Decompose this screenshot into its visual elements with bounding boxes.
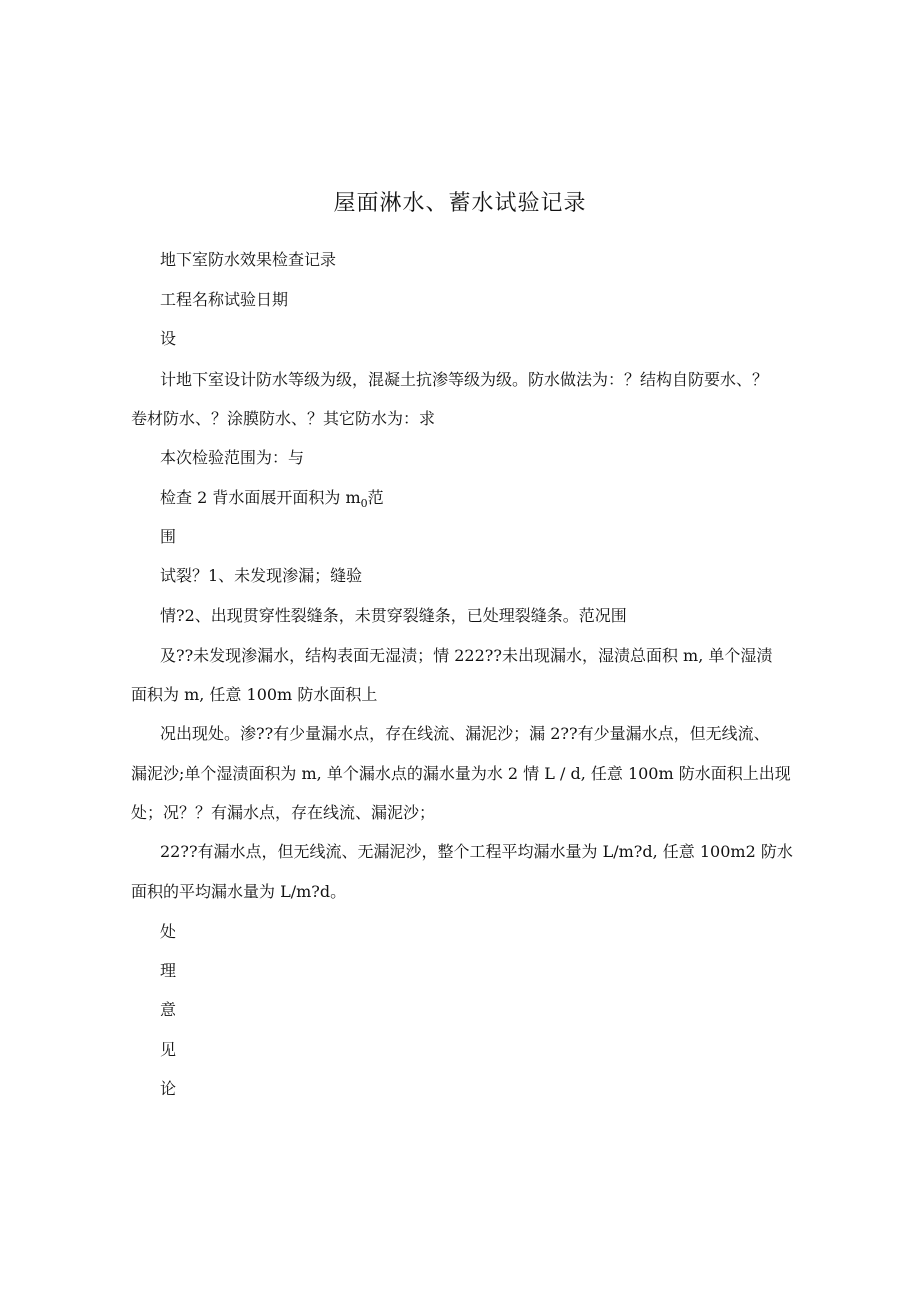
text-line: 围 <box>160 527 177 546</box>
text-line: 设 <box>160 329 177 348</box>
subscript-mark: 0 <box>360 497 368 511</box>
text-segment: 范 <box>367 488 384 507</box>
text-line: 工程名称试验日期 <box>160 290 289 309</box>
text-line: 卷材防水、？涂膜防水、？其它防水为：求 <box>131 409 436 428</box>
text-line: 面积的平均漏水量为 L/m?d。 <box>131 882 347 901</box>
text-line: 见 <box>160 1040 177 1059</box>
text-line: 试裂？1、未发现渗漏；缝验 <box>160 566 363 585</box>
text-line: 漏泥沙;单个湿渍面积为 m, 单个漏水点的漏水量为水 2 情 L / d, 任意 100m 防水面积上出现 <box>131 764 791 783</box>
text-line: 及??未发现渗漏水，结构表面无湿渍；情 222??未出现漏水，湿渍总面积 m, 单个湿渍 <box>160 646 773 665</box>
text-line: 理 <box>160 961 177 980</box>
text-line: 情?2、出现贯穿性裂缝条，未贯穿裂缝条，已处理裂缝条。范况围 <box>160 606 627 625</box>
text-line: 处；况？？有漏水点，存在线流、漏泥沙； <box>131 803 436 822</box>
text-line: 面积为 m, 任意 100m 防水面积上 <box>131 685 378 704</box>
text-line: 意 <box>160 1000 177 1019</box>
text-line: 22??有漏水点，但无线流、无漏泥沙，整个工程平均漏水量为 L/m?d, 任意 100m2 防水 <box>160 842 793 861</box>
text-line: 况出现处。渗??有少量漏水点，存在线流、漏泥沙；漏 2??有少量漏水点，但无线流、 <box>160 724 770 743</box>
text-line: 论 <box>160 1079 177 1098</box>
page-title: 屋面淋水、蓄水试验记录 <box>333 191 587 216</box>
text-line: 地下室防水效果检查记录 <box>160 250 337 269</box>
text-line: 计地下室设计防水等级为级，混凝土抗渗等级为级。防水做法为：？结构自防要水、？ <box>160 370 769 389</box>
text-line: 本次检验范围为：与 <box>160 448 305 467</box>
text-segment: 检查 2 背水面展开面积为 m <box>160 488 361 507</box>
text-line <box>160 488 384 514</box>
text-line: 处 <box>160 922 177 941</box>
